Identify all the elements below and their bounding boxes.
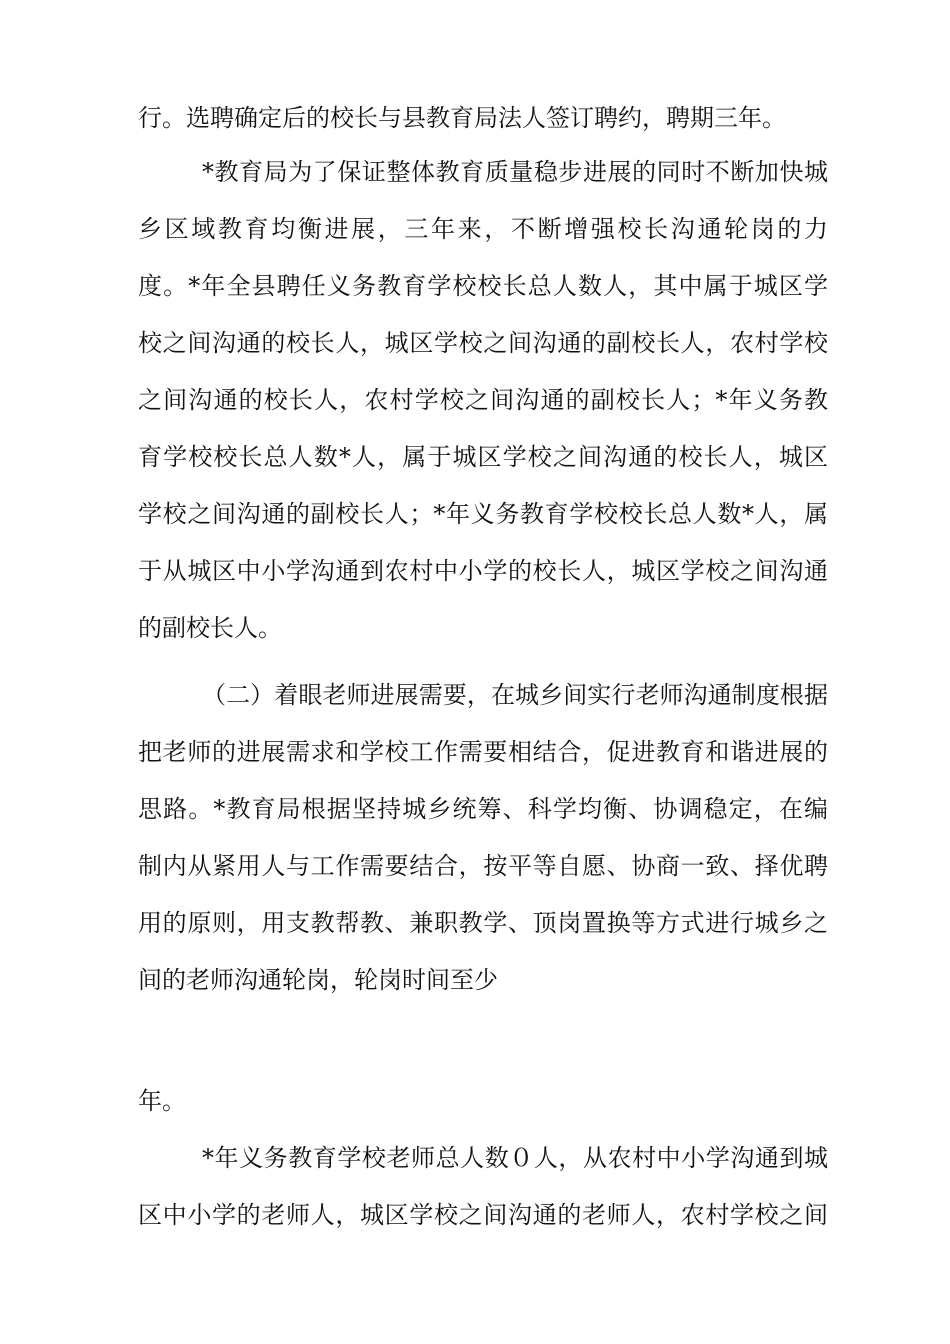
text-line: 之间沟通的校长人，农村学校之间沟通的副校长人；*年义务教: [138, 386, 828, 414]
section-heading-line: （二）着眼老师进展需要，在城乡间实行老师沟通制度根据: [202, 681, 828, 709]
text-line: 学校之间沟通的副校长人；*年义务教育学校校长总人数*人，属: [138, 500, 828, 528]
text-line: 校之间沟通的校长人，城区学校之间沟通的副校长人，农村学校: [138, 329, 828, 357]
text-line: 制内从紧用人与工作需要结合，按平等自愿、协商一致、择优聘: [138, 852, 828, 880]
text-line: 年。: [138, 1087, 186, 1115]
text-line: 乡区域教育均衡进展，三年来，不断增强校长沟通轮岗的力: [138, 215, 828, 243]
text-line: *年义务教育学校老师总人数０人，从农村中小学沟通到城: [202, 1144, 828, 1172]
text-line: 把老师的进展需求和学校工作需要相结合，促进教育和谐进展的: [138, 738, 828, 766]
text-line: 用的原则，用支教帮教、兼职教学、顶岗置换等方式进行城乡之: [138, 909, 828, 937]
text-line: 的副校长人。: [138, 614, 282, 642]
text-line: 育学校校长总人数*人，属于城区学校之间沟通的校长人，城区: [138, 443, 828, 471]
text-line: 度。*年全县聘任义务教育学校校长总人数人，其中属于城区学: [138, 272, 828, 300]
text-line: 间的老师沟通轮岗，轮岗时间至少: [138, 966, 498, 994]
text-line: *教育局为了保证整体教育质量稳步进展的同时不断加快城: [202, 158, 828, 186]
text-line: 于从城区中小学沟通到农村中小学的校长人，城区学校之间沟通: [138, 557, 828, 585]
text-line: 行。选聘确定后的校长与县教育局法人签订聘约，聘期三年。: [138, 104, 786, 132]
text-line: 区中小学的老师人，城区学校之间沟通的老师人，农村学校之间: [138, 1201, 828, 1229]
text-line: 思路。*教育局根据坚持城乡统筹、科学均衡、协调稳定，在编: [138, 795, 828, 823]
